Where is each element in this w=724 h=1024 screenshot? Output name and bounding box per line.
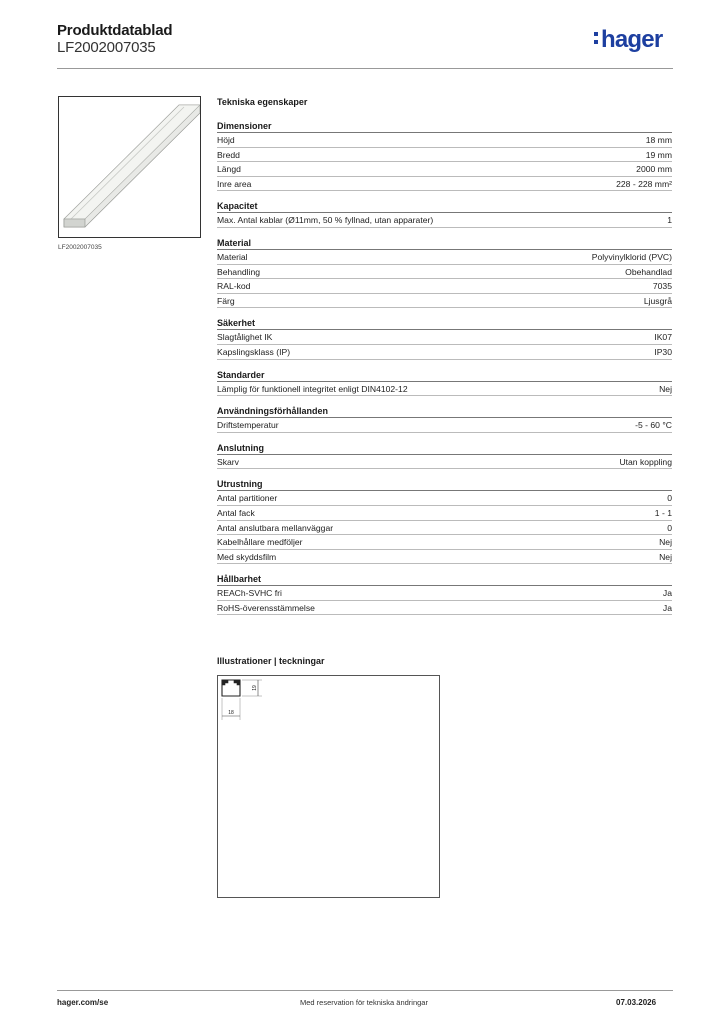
group-kapacitet	[217, 201, 672, 228]
product-code: LF2002007035	[57, 39, 156, 56]
logo-dots-icon	[594, 31, 599, 45]
group-material	[217, 238, 672, 308]
spec-row	[217, 586, 672, 601]
spec-label: Färg	[217, 295, 235, 306]
spec-row	[217, 491, 672, 506]
technical-specs	[217, 97, 672, 615]
spec-label: Behandling	[217, 266, 261, 277]
group-title: Säkerhet	[217, 318, 672, 330]
spec-row	[217, 148, 672, 163]
spec-value: IP30	[654, 346, 672, 357]
group-anvandningsforhallanden	[217, 406, 672, 433]
footer-disclaimer: Med reservation för tekniska ändringar	[300, 998, 428, 1007]
spec-label: Kabelhållare medföljer	[217, 537, 303, 548]
page-title: Produktdatablad	[57, 22, 173, 39]
cable-trunking-illustration	[59, 97, 200, 237]
header-divider	[57, 68, 673, 69]
spec-row	[217, 279, 672, 294]
spec-row	[217, 506, 672, 521]
spec-label: REACh-SVHC fri	[217, 588, 282, 599]
spec-value: 1 - 1	[654, 507, 672, 518]
group-title: Dimensioner	[217, 121, 672, 133]
spec-value: Nej	[659, 537, 672, 548]
group-title: Anslutning	[217, 443, 672, 455]
spec-label: Material	[217, 251, 248, 262]
footer-divider	[57, 990, 673, 991]
spec-value: 19 mm	[645, 149, 672, 160]
spec-label: Bredd	[217, 149, 240, 160]
spec-label: Antal fack	[217, 507, 255, 518]
hager-logo	[594, 26, 662, 54]
spec-row	[217, 250, 672, 265]
group-utrustning	[217, 479, 672, 564]
spec-label: RoHS-överensstämmelse	[217, 602, 315, 613]
spec-row	[217, 601, 672, 616]
spec-label: Max. Antal kablar (Ø11mm, 50 % fyllnad, utan apparater)	[217, 215, 434, 226]
logo-text: hager	[601, 26, 663, 53]
spec-value: 1	[667, 215, 672, 226]
spec-value: Ljusgrå	[643, 295, 672, 306]
spec-row	[217, 550, 672, 565]
spec-label: Höjd	[217, 135, 235, 145]
footer-date: 07.03.2026	[616, 998, 657, 1007]
width-dimension-label: 18	[228, 710, 234, 716]
spec-row	[217, 345, 672, 360]
spec-value: Obehandlad	[625, 266, 672, 277]
group-title: Användningsförhållanden	[217, 406, 672, 418]
spec-row	[217, 133, 672, 148]
spec-row	[217, 535, 672, 550]
spec-label: Lämplig för funktionell integritet enligt DIN4102-12	[217, 383, 408, 394]
group-title: Utrustning	[217, 479, 672, 491]
spec-value: 228 - 228 mm²	[616, 178, 672, 189]
spec-value: 0	[667, 522, 672, 533]
spec-row	[217, 177, 672, 192]
illustration-box	[217, 675, 440, 898]
group-hallbarhet	[217, 574, 672, 615]
specs-title: Tekniska egenskaper	[217, 97, 308, 107]
spec-label: Driftstemperatur	[217, 420, 279, 431]
spec-row	[217, 455, 672, 470]
group-title: Hållbarhet	[217, 574, 672, 586]
spec-value: Ja	[662, 602, 672, 613]
group-title: Standarder	[217, 370, 672, 382]
spec-row	[217, 382, 672, 397]
cross-section-drawing	[218, 676, 439, 897]
spec-label: Antal anslutbara mellanväggar	[217, 522, 334, 533]
group-dimensioner	[217, 121, 672, 191]
spec-value: IK07	[654, 332, 672, 343]
spec-value: 18 mm	[645, 135, 672, 145]
spec-label: Antal partitioner	[217, 493, 278, 504]
spec-row	[217, 330, 672, 345]
product-image	[58, 96, 201, 238]
group-title: Material	[217, 238, 672, 250]
group-anslutning	[217, 443, 672, 470]
spec-value: Utan koppling	[619, 456, 672, 467]
spec-label: Längd	[217, 164, 241, 175]
group-standarder	[217, 370, 672, 397]
spec-row	[217, 162, 672, 177]
spec-value: 2000 mm	[636, 164, 672, 175]
spec-value: Nej	[659, 551, 672, 562]
spec-label: Inre area	[217, 178, 252, 189]
group-title: Kapacitet	[217, 201, 672, 213]
spec-label: RAL-kod	[217, 281, 251, 292]
spec-label: Med skyddsfilm	[217, 551, 277, 562]
spec-row	[217, 265, 672, 280]
spec-value: 0	[667, 493, 672, 504]
spec-value: Nej	[659, 383, 672, 394]
height-dimension-label: 19	[252, 685, 258, 691]
spec-value: 7035	[652, 281, 672, 292]
spec-row	[217, 418, 672, 433]
spec-value: Ja	[662, 588, 672, 599]
spec-row	[217, 213, 672, 228]
spec-value: Polyvinylklorid (PVC)	[591, 251, 672, 262]
spec-label: Kapslingsklass (IP)	[217, 346, 291, 357]
spec-label: Slagtålighet IK	[217, 332, 273, 343]
group-sakerhet	[217, 318, 672, 359]
spec-label: Skarv	[217, 456, 239, 467]
spec-row	[217, 294, 672, 309]
image-caption: LF2002007035	[58, 244, 102, 251]
spec-value: -5 - 60 °C	[635, 420, 672, 431]
footer-website: hager.com/se	[57, 998, 109, 1007]
spec-row	[217, 521, 672, 536]
illustrations-title: Illustrationer | teckningar	[217, 656, 325, 666]
